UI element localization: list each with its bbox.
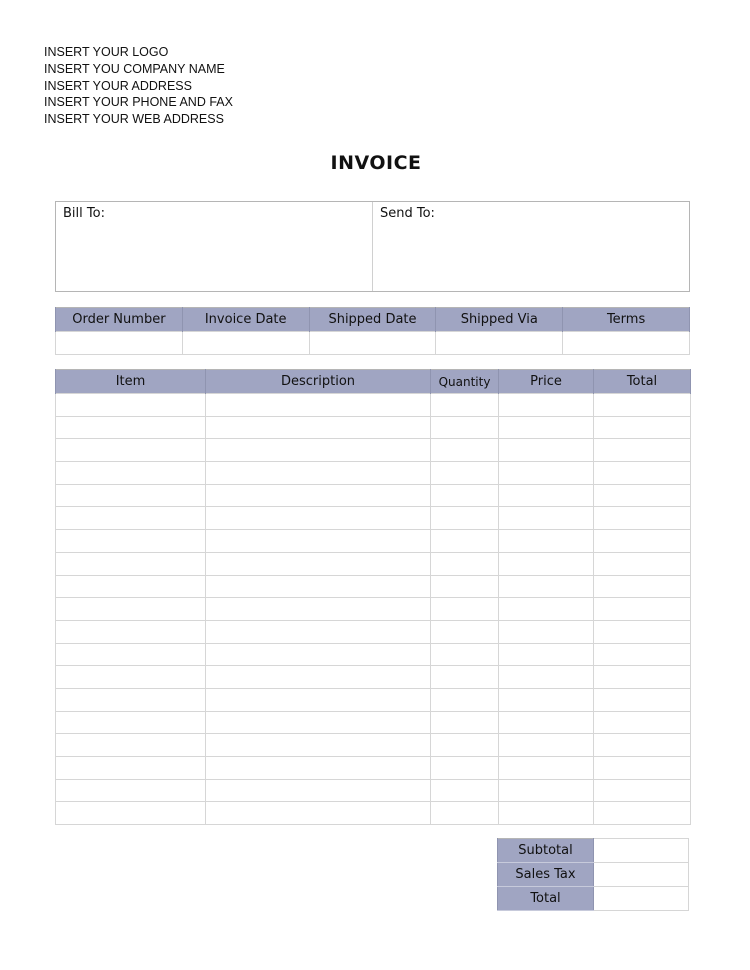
quantity-cell[interactable] — [431, 484, 499, 507]
table-row — [56, 688, 691, 711]
quantity-header: Quantity — [431, 370, 499, 394]
quantity-cell[interactable] — [431, 394, 499, 417]
order-info-row — [56, 332, 690, 355]
table-row — [56, 643, 691, 666]
total-cell[interactable] — [594, 598, 691, 621]
price-cell[interactable] — [499, 416, 594, 439]
sales-tax-row — [498, 863, 689, 887]
table-row — [56, 394, 691, 417]
description-cell[interactable] — [206, 484, 431, 507]
line-items-body — [56, 394, 691, 825]
table-row — [56, 462, 691, 485]
price-cell[interactable] — [499, 575, 594, 598]
send-to-label: Send To: — [380, 206, 435, 221]
quantity-cell[interactable] — [431, 439, 499, 462]
table-row — [56, 507, 691, 530]
price-cell[interactable] — [499, 484, 594, 507]
price-cell[interactable] — [499, 598, 594, 621]
sales-tax-label: Sales Tax — [498, 863, 594, 887]
subtotal-label: Subtotal — [498, 839, 594, 863]
description-cell[interactable] — [206, 507, 431, 530]
total-cell[interactable] — [594, 462, 691, 485]
price-cell[interactable] — [499, 530, 594, 553]
shipped-date-header: Shipped Date — [309, 308, 436, 332]
quantity-cell[interactable] — [431, 711, 499, 734]
price-cell[interactable] — [499, 666, 594, 689]
price-cell[interactable] — [499, 757, 594, 780]
total-cell[interactable] — [594, 552, 691, 575]
item-cell[interactable] — [56, 779, 206, 802]
table-row — [56, 552, 691, 575]
quantity-cell[interactable] — [431, 643, 499, 666]
item-cell[interactable] — [56, 666, 206, 689]
company-name-placeholder: INSERT YOU COMPANY NAME — [44, 61, 225, 76]
address-placeholder: INSERT YOUR ADDRESS — [44, 78, 192, 93]
table-row — [56, 757, 691, 780]
table-row — [56, 779, 691, 802]
table-row — [56, 734, 691, 757]
item-cell[interactable] — [56, 620, 206, 643]
description-cell[interactable] — [206, 802, 431, 825]
total-cell[interactable] — [594, 734, 691, 757]
quantity-cell[interactable] — [431, 666, 499, 689]
total-cell[interactable] — [594, 530, 691, 553]
total-cell[interactable] — [594, 620, 691, 643]
description-cell[interactable] — [206, 643, 431, 666]
total-cell[interactable] — [594, 666, 691, 689]
item-cell[interactable] — [56, 462, 206, 485]
price-cell[interactable] — [499, 507, 594, 530]
description-cell[interactable] — [206, 666, 431, 689]
quantity-cell[interactable] — [431, 779, 499, 802]
totals-table — [497, 838, 689, 911]
total-cell[interactable] — [594, 394, 691, 417]
description-cell[interactable] — [206, 552, 431, 575]
quantity-cell[interactable] — [431, 802, 499, 825]
description-cell[interactable] — [206, 757, 431, 780]
description-cell[interactable] — [206, 620, 431, 643]
quantity-cell[interactable] — [431, 552, 499, 575]
price-cell[interactable] — [499, 688, 594, 711]
table-row — [56, 575, 691, 598]
item-cell[interactable] — [56, 484, 206, 507]
quantity-cell[interactable] — [431, 530, 499, 553]
item-cell[interactable] — [56, 575, 206, 598]
item-cell[interactable] — [56, 552, 206, 575]
price-cell[interactable] — [499, 552, 594, 575]
order-info-table — [55, 307, 690, 355]
logo-placeholder: INSERT YOUR LOGO — [44, 45, 169, 59]
page-title: INVOICE — [330, 152, 422, 174]
price-cell[interactable] — [499, 711, 594, 734]
subtotal-value[interactable] — [594, 839, 689, 863]
price-cell[interactable] — [499, 620, 594, 643]
item-cell[interactable] — [56, 734, 206, 757]
description-cell[interactable] — [206, 688, 431, 711]
description-cell[interactable] — [206, 779, 431, 802]
price-header: Price — [499, 370, 594, 394]
order-number-header: Order Number — [56, 308, 183, 332]
total-cell[interactable] — [594, 484, 691, 507]
price-cell[interactable] — [499, 394, 594, 417]
quantity-cell[interactable] — [431, 734, 499, 757]
phone-fax-placeholder: INSERT YOUR PHONE AND FAX — [44, 95, 233, 110]
company-info — [44, 44, 233, 128]
item-cell[interactable] — [56, 802, 206, 825]
table-row — [56, 416, 691, 439]
item-cell[interactable] — [56, 507, 206, 530]
item-cell[interactable] — [56, 643, 206, 666]
table-row — [56, 484, 691, 507]
quantity-cell[interactable] — [431, 757, 499, 780]
web-address-placeholder: INSERT YOUR WEB ADDRESS — [44, 112, 224, 127]
table-row — [56, 439, 691, 462]
quantity-cell[interactable] — [431, 507, 499, 530]
total-cell[interactable] — [594, 439, 691, 462]
quantity-cell[interactable] — [431, 575, 499, 598]
total-cell[interactable] — [594, 507, 691, 530]
grand-total-label: Total — [498, 887, 594, 911]
bill-to-label: Bill To: — [63, 206, 105, 221]
invoice-date-header: Invoice Date — [182, 308, 309, 332]
item-cell[interactable] — [56, 394, 206, 417]
table-row — [56, 620, 691, 643]
item-cell[interactable] — [56, 688, 206, 711]
price-cell[interactable] — [499, 734, 594, 757]
order-number-cell[interactable] — [56, 332, 183, 355]
price-cell[interactable] — [499, 643, 594, 666]
description-cell[interactable] — [206, 394, 431, 417]
quantity-cell[interactable] — [431, 416, 499, 439]
send-to-field[interactable] — [372, 202, 689, 291]
table-row — [56, 711, 691, 734]
shipped-via-cell[interactable] — [436, 332, 563, 355]
description-cell[interactable] — [206, 598, 431, 621]
line-items-table — [55, 369, 691, 825]
price-cell[interactable] — [499, 802, 594, 825]
invoice-date-cell[interactable] — [182, 332, 309, 355]
shipped-date-cell[interactable] — [309, 332, 436, 355]
terms-cell[interactable] — [563, 332, 690, 355]
description-cell[interactable] — [206, 439, 431, 462]
item-cell[interactable] — [56, 439, 206, 462]
item-header: Item — [56, 370, 206, 394]
price-cell[interactable] — [499, 439, 594, 462]
table-row — [56, 802, 691, 825]
item-cell[interactable] — [56, 757, 206, 780]
total-cell[interactable] — [594, 802, 691, 825]
total-cell[interactable] — [594, 643, 691, 666]
grand-total-value[interactable] — [594, 887, 689, 911]
item-cell[interactable] — [56, 416, 206, 439]
total-cell[interactable] — [594, 779, 691, 802]
item-cell[interactable] — [56, 530, 206, 553]
quantity-cell[interactable] — [431, 598, 499, 621]
description-cell[interactable] — [206, 416, 431, 439]
total-cell[interactable] — [594, 711, 691, 734]
description-cell[interactable] — [206, 575, 431, 598]
sales-tax-value[interactable] — [594, 863, 689, 887]
bill-to-field[interactable] — [56, 202, 372, 291]
total-cell[interactable] — [594, 688, 691, 711]
table-row — [56, 666, 691, 689]
total-header: Total — [594, 370, 691, 394]
table-row — [56, 598, 691, 621]
shipped-via-header: Shipped Via — [436, 308, 563, 332]
subtotal-row — [498, 839, 689, 863]
terms-header: Terms — [563, 308, 690, 332]
price-cell[interactable] — [499, 462, 594, 485]
total-cell[interactable] — [594, 757, 691, 780]
price-cell[interactable] — [499, 779, 594, 802]
total-cell[interactable] — [594, 575, 691, 598]
description-cell[interactable] — [206, 530, 431, 553]
total-cell[interactable] — [594, 416, 691, 439]
address-box — [55, 201, 690, 292]
description-cell[interactable] — [206, 734, 431, 757]
table-row — [56, 530, 691, 553]
grand-total-row — [498, 887, 689, 911]
item-cell[interactable] — [56, 711, 206, 734]
item-cell[interactable] — [56, 598, 206, 621]
description-cell[interactable] — [206, 462, 431, 485]
quantity-cell[interactable] — [431, 620, 499, 643]
quantity-cell[interactable] — [431, 462, 499, 485]
description-cell[interactable] — [206, 711, 431, 734]
quantity-cell[interactable] — [431, 688, 499, 711]
description-header: Description — [206, 370, 431, 394]
